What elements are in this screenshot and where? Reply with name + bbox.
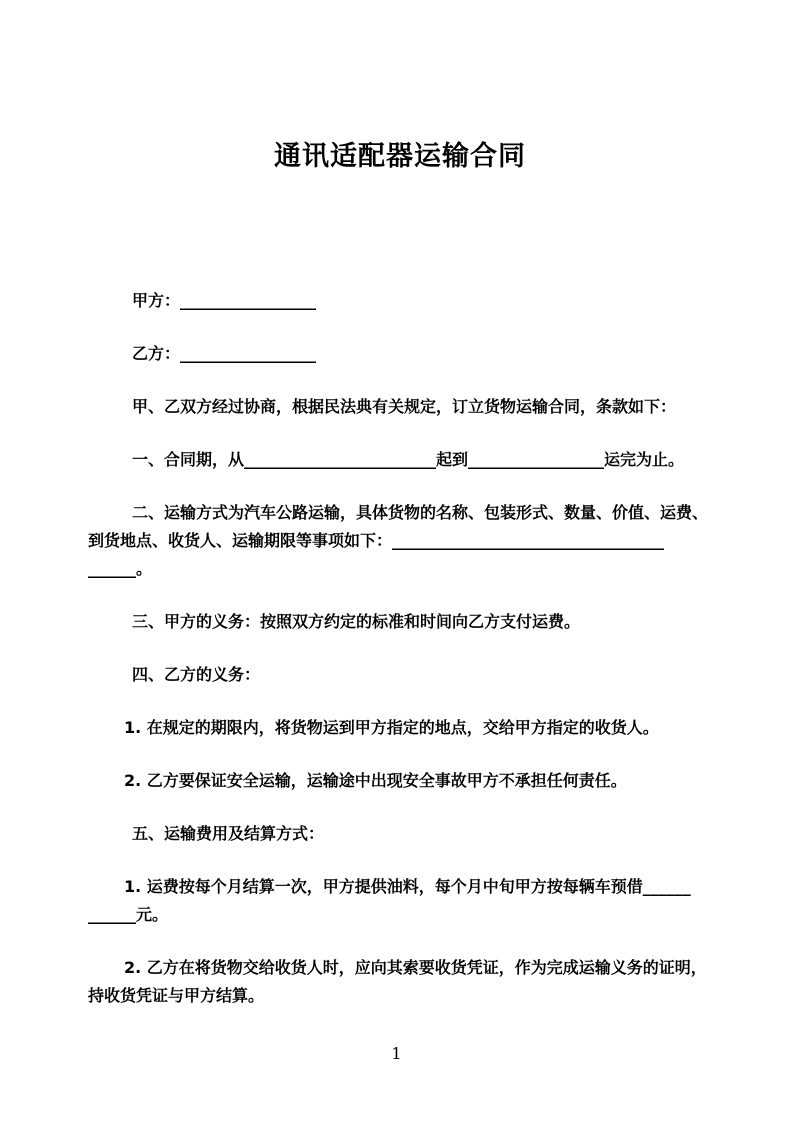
paragraph-line: ______。 xyxy=(88,559,153,578)
paragraph-line: 甲方：_________________ xyxy=(132,291,317,310)
paragraph-line: ______元。 xyxy=(88,905,169,924)
paragraph xyxy=(88,446,712,474)
paragraph-line: 四、乙方的义务： xyxy=(132,665,261,684)
paragraph-line: 到货地点、收货人、运输期限等事项如下：__________________________________ xyxy=(88,531,665,550)
paragraph-line: 2. 乙方要保证安全运输，运输途中出现安全事故甲方不承担任何责任。 xyxy=(124,771,627,790)
paragraph-line: 1. 在规定的期限内，将货物运到甲方指定的地点，交给甲方指定的收货人。 xyxy=(124,718,659,737)
paragraph-line: 乙方：_________________ xyxy=(132,344,317,363)
paragraph xyxy=(88,954,712,1010)
paragraph-line: 二、运输方式为汽车公路运输，具体货物的名称、包装形式、数量、价值、运费、 xyxy=(132,503,709,522)
paragraph-line: 1. 运费按每个月结算一次，甲方提供油料，每个月中旬甲方按每辆车预借______ xyxy=(124,877,691,896)
page-number: 1 xyxy=(391,1044,402,1063)
paragraph xyxy=(88,820,712,848)
paragraph-list xyxy=(88,287,712,1010)
paragraph-line: 2. 乙方在将货物交给收货人时，应向其索要收货凭证，作为完成运输义务的证明， xyxy=(124,958,707,977)
paragraph xyxy=(88,499,712,583)
paragraph-line: 一、合同期，从________________________起到_________________运完为止。 xyxy=(132,450,685,469)
paragraph-line: 甲、乙双方经过协商，根据民法典有关规定，订立货物运输合同，条款如下： xyxy=(132,397,677,416)
paragraph xyxy=(88,714,712,742)
paragraph xyxy=(88,873,712,929)
paragraph xyxy=(88,393,712,421)
paragraph xyxy=(88,661,712,689)
paragraph-line: 五、运输费用及结算方式： xyxy=(132,824,325,843)
paragraph-line: 持收货凭证与甲方结算。 xyxy=(88,986,265,1005)
paragraph xyxy=(88,767,712,795)
document-title: 通讯适配器运输合同 xyxy=(274,141,526,172)
paragraph xyxy=(88,287,712,315)
paragraph-line: 三、甲方的义务：按照双方约定的标准和时间向乙方支付运费。 xyxy=(132,612,581,631)
paragraph xyxy=(88,608,712,636)
paragraph xyxy=(88,340,712,368)
